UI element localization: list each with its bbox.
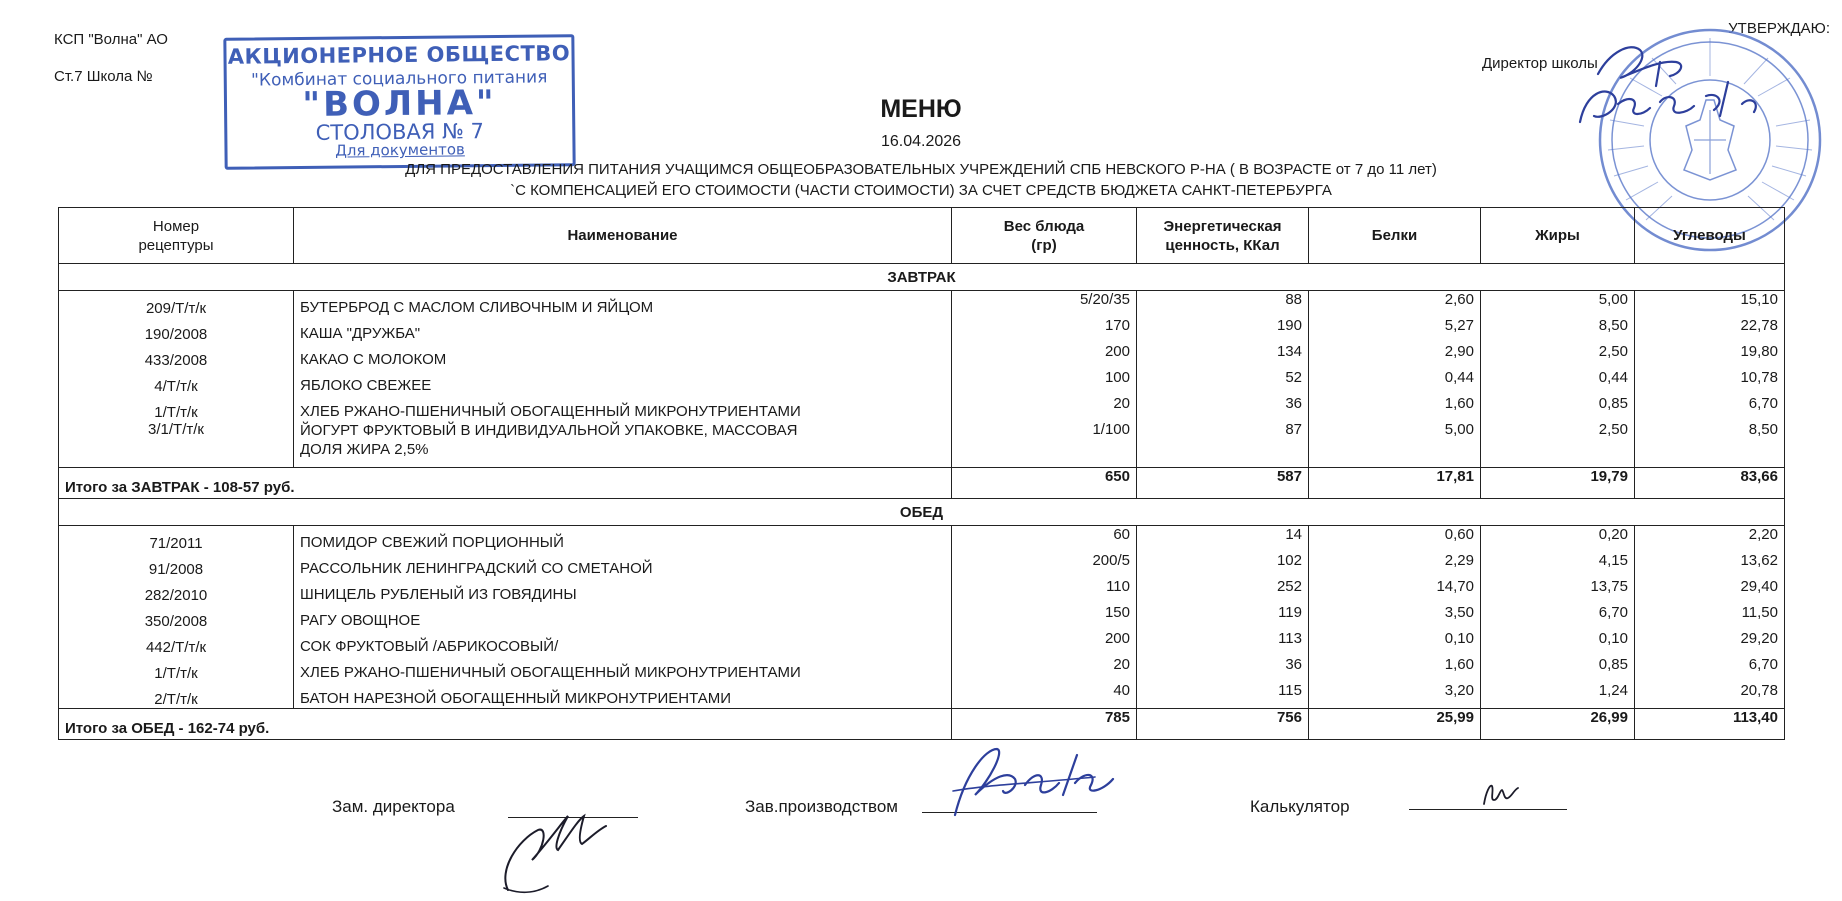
column-header-code-line1: Номер — [152, 217, 200, 235]
production-manager-label: Зав.производством — [745, 797, 898, 816]
table-row — [59, 682, 1785, 709]
stamp-line-3: "ВОЛНА" — [302, 82, 497, 126]
calculator-signature-line — [1409, 809, 1567, 810]
dish-name: РАССОЛЬНИК ЛЕНИНГРАДСКИЙ СО СМЕТАНОЙ — [294, 552, 952, 578]
dish-name: ПОМИДОР СВЕЖИЙ ПОРЦИОННЫЙ — [294, 526, 952, 553]
total-label-breakfast: Итого за ЗАВТРАК - 108-57 руб. — [59, 468, 952, 499]
total-kcal: 587 — [1137, 468, 1309, 499]
dish-kcal: 36 — [1137, 656, 1309, 682]
dish-fat: 0,85 — [1481, 395, 1635, 421]
dish-carbs: 10,78 — [1635, 369, 1785, 395]
dish-weight: 110 — [952, 578, 1137, 604]
dish-kcal: 190 — [1137, 317, 1309, 343]
recipe-code: 282/2010 — [59, 578, 294, 604]
dish-weight: 100 — [952, 369, 1137, 395]
dish-weight: 20 — [952, 656, 1137, 682]
dish-kcal: 87 — [1137, 421, 1309, 468]
total-fat: 26,99 — [1481, 709, 1635, 740]
dish-kcal: 52 — [1137, 369, 1309, 395]
column-header-weight — [952, 208, 1137, 264]
dish-name: КАКАО С МОЛОКОМ — [294, 343, 952, 369]
column-header-protein: Белки — [1309, 208, 1481, 264]
dish-fat: 0,10 — [1481, 630, 1635, 656]
dish-name: БАТОН НАРЕЗНОЙ ОБОГАЩЕННЫЙ МИКРОНУТРИЕНТАМИ — [294, 682, 952, 709]
total-row-lunch — [59, 709, 1785, 740]
table-row — [59, 526, 1785, 553]
dish-weight: 200 — [952, 343, 1137, 369]
recipe-code: 71/2011 — [59, 526, 294, 553]
calculator-label: Калькулятор — [1250, 797, 1350, 816]
dish-carbs: 15,10 — [1635, 291, 1785, 318]
deputy-director-label: Зам. директора — [332, 797, 455, 816]
table-row — [59, 395, 1785, 421]
recipe-code: 433/2008 — [59, 343, 294, 369]
recipe-code: 3/1/Т/т/к — [59, 421, 294, 468]
stamp-line-5: Для документов — [335, 140, 465, 160]
dish-weight: 170 — [952, 317, 1137, 343]
dish-carbs: 8,50 — [1635, 421, 1785, 468]
table-row — [59, 630, 1785, 656]
dish-protein: 2,90 — [1309, 343, 1481, 369]
dish-carbs: 6,70 — [1635, 395, 1785, 421]
section-title-breakfast: ЗАВТРАК — [59, 264, 1785, 291]
stamp-line-1: АКЦИОНЕРНОЕ ОБЩЕСТВО — [227, 41, 571, 69]
column-header-energy-line2: ценность, ККал — [1165, 236, 1280, 254]
dish-name: ХЛЕБ РЖАНО-ПШЕНИЧНЫЙ ОБОГАЩЕННЫЙ МИКРОНУТРИЕНТАМИ — [294, 656, 952, 682]
dish-weight: 40 — [952, 682, 1137, 709]
approve-label: УТВЕРЖДАЮ: — [1728, 20, 1830, 37]
dish-protein: 0,10 — [1309, 630, 1481, 656]
deputy-signature — [488, 790, 618, 900]
dish-name: ЯБЛОКО СВЕЖЕЕ — [294, 369, 952, 395]
dish-protein: 1,60 — [1309, 656, 1481, 682]
school-label: Ст.7 Школа № — [54, 68, 153, 85]
dish-name: ХЛЕБ РЖАНО-ПШЕНИЧНЫЙ ОБОГАЩЕННЫЙ МИКРОНУТРИЕНТАМИ — [294, 395, 952, 421]
total-carbs: 83,66 — [1635, 468, 1785, 499]
dish-weight: 200/5 — [952, 552, 1137, 578]
dish-kcal: 134 — [1137, 343, 1309, 369]
dish-kcal: 14 — [1137, 526, 1309, 553]
dish-protein: 0,44 — [1309, 369, 1481, 395]
dish-name: РАГУ ОВОЩНОЕ — [294, 604, 952, 630]
dish-carbs: 20,78 — [1635, 682, 1785, 709]
dish-fat: 2,50 — [1481, 343, 1635, 369]
section-title-lunch: ОБЕД — [59, 499, 1785, 526]
dish-carbs: 29,40 — [1635, 578, 1785, 604]
menu-date: 16.04.2026 — [880, 133, 962, 150]
production-signature — [945, 735, 1130, 825]
dish-protein: 0,60 — [1309, 526, 1481, 553]
director-label: Директор школы — [1482, 55, 1598, 72]
dish-protein: 1,60 — [1309, 395, 1481, 421]
calculator-signature — [1478, 778, 1528, 808]
table-row — [59, 552, 1785, 578]
total-row-breakfast — [59, 468, 1785, 499]
dish-name: СОК ФРУКТОВЫЙ /АБРИКОСОВЫЙ/ — [294, 630, 952, 656]
total-protein: 17,81 — [1309, 468, 1481, 499]
dish-name: ЙОГУРТ ФРУКТОВЫЙ В ИНДИВИДУАЛЬНОЙ УПАКОВКЕ, МАССОВАЯ ДОЛЯ ЖИРА 2,5% — [294, 421, 952, 468]
table-row — [59, 578, 1785, 604]
table-row — [59, 421, 1785, 468]
dish-protein: 3,50 — [1309, 604, 1481, 630]
dish-fat: 6,70 — [1481, 604, 1635, 630]
table-row — [59, 343, 1785, 369]
column-header-energy — [1137, 208, 1309, 264]
column-header-carbs: Углеводы — [1635, 208, 1785, 264]
dish-fat: 8,50 — [1481, 317, 1635, 343]
stamp-line-2: "Комбинат социального питания — [251, 67, 548, 91]
dish-kcal: 113 — [1137, 630, 1309, 656]
recipe-code: 2/Т/т/к — [59, 682, 294, 709]
dish-name: БУТЕРБРОД С МАСЛОМ СЛИВОЧНЫМ И ЯЙЦОМ — [294, 291, 952, 318]
dish-kcal: 115 — [1137, 682, 1309, 709]
dish-name: ШНИЦЕЛЬ РУБЛЕНЫЙ ИЗ ГОВЯДИНЫ — [294, 578, 952, 604]
total-carbs: 113,40 — [1635, 709, 1785, 740]
column-header-code-line2: рецептуры — [138, 236, 214, 254]
dish-carbs: 19,80 — [1635, 343, 1785, 369]
recipe-code: 209/Т/т/к — [59, 291, 294, 318]
dish-fat: 4,15 — [1481, 552, 1635, 578]
dish-fat: 2,50 — [1481, 421, 1635, 468]
organization-name: КСП "Волна" АО — [54, 31, 168, 48]
menu-table — [58, 207, 1785, 740]
dish-name: КАША "ДРУЖБА" — [294, 317, 952, 343]
total-weight: 650 — [952, 468, 1137, 499]
column-header-energy-line1: Энергетическая — [1163, 217, 1282, 235]
recipe-code: 91/2008 — [59, 552, 294, 578]
section-row-lunch — [59, 499, 1785, 526]
recipe-code: 1/Т/т/к — [59, 395, 294, 421]
recipe-code: 1/Т/т/к — [59, 656, 294, 682]
dish-kcal: 36 — [1137, 395, 1309, 421]
dish-carbs: 11,50 — [1635, 604, 1785, 630]
stamp-line-4: СТОЛОВАЯ № 7 — [315, 119, 485, 145]
dish-fat: 0,85 — [1481, 656, 1635, 682]
dish-carbs: 22,78 — [1635, 317, 1785, 343]
dish-kcal: 252 — [1137, 578, 1309, 604]
dish-protein: 5,27 — [1309, 317, 1481, 343]
dish-weight: 20 — [952, 395, 1137, 421]
subtitle-line-1: ДЛЯ ПРЕДОСТАВЛЕНИЯ ПИТАНИЯ УЧАЩИМСЯ ОБЩЕОБРАЗОВАТЕЛЬНЫХ УЧРЕЖДЕНИЙ СПБ НЕВСКОГО Р-НА ( В ВОЗРАСТЕ от 7 до 11 лет) — [405, 161, 1437, 178]
table-row — [59, 604, 1785, 630]
table-header-row — [59, 208, 1785, 264]
dish-carbs: 13,62 — [1635, 552, 1785, 578]
table-row — [59, 317, 1785, 343]
subtitle-line-2: `С КОМПЕНСАЦИЕЙ ЕГО СТОИМОСТИ (ЧАСТИ СТОИМОСТИ) ЗА СЧЕТ СРЕДСТВ БЮДЖЕТА САНКТ-ПЕТЕРБУРГА — [510, 182, 1332, 199]
total-protein: 25,99 — [1309, 709, 1481, 740]
page-title: МЕНЮ — [880, 95, 962, 123]
column-header-weight-line2: (гр) — [1031, 236, 1057, 254]
dish-protein: 5,00 — [1309, 421, 1481, 468]
dish-weight: 150 — [952, 604, 1137, 630]
dish-carbs: 2,20 — [1635, 526, 1785, 553]
recipe-code: 350/2008 — [59, 604, 294, 630]
dish-weight: 5/20/35 — [952, 291, 1137, 318]
recipe-code: 4/Т/т/к — [59, 369, 294, 395]
recipe-code: 190/2008 — [59, 317, 294, 343]
dish-weight: 1/100 — [952, 421, 1137, 468]
dish-fat: 0,20 — [1481, 526, 1635, 553]
dish-fat: 0,44 — [1481, 369, 1635, 395]
column-header-name: Наименование — [294, 208, 952, 264]
column-header-weight-line1: Вес блюда — [1003, 217, 1085, 235]
table-row — [59, 369, 1785, 395]
dish-fat: 13,75 — [1481, 578, 1635, 604]
table-row — [59, 656, 1785, 682]
dish-kcal: 88 — [1137, 291, 1309, 318]
column-header-code — [59, 208, 294, 264]
dish-fat: 5,00 — [1481, 291, 1635, 318]
total-fat: 19,79 — [1481, 468, 1635, 499]
column-header-fat: Жиры — [1481, 208, 1635, 264]
dish-fat: 1,24 — [1481, 682, 1635, 709]
table-row — [59, 291, 1785, 318]
total-weight: 785 — [952, 709, 1137, 740]
dish-protein: 2,29 — [1309, 552, 1481, 578]
dish-protein: 14,70 — [1309, 578, 1481, 604]
dish-protein: 2,60 — [1309, 291, 1481, 318]
dish-carbs: 29,20 — [1635, 630, 1785, 656]
dish-kcal: 119 — [1137, 604, 1309, 630]
recipe-code: 442/Т/т/к — [59, 630, 294, 656]
dish-weight: 200 — [952, 630, 1137, 656]
dish-carbs: 6,70 — [1635, 656, 1785, 682]
dish-protein: 3,20 — [1309, 682, 1481, 709]
section-row-breakfast — [59, 264, 1785, 291]
total-label-lunch: Итого за ОБЕД - 162-74 руб. — [59, 709, 952, 740]
dish-weight: 60 — [952, 526, 1137, 553]
total-kcal: 756 — [1137, 709, 1309, 740]
dish-kcal: 102 — [1137, 552, 1309, 578]
